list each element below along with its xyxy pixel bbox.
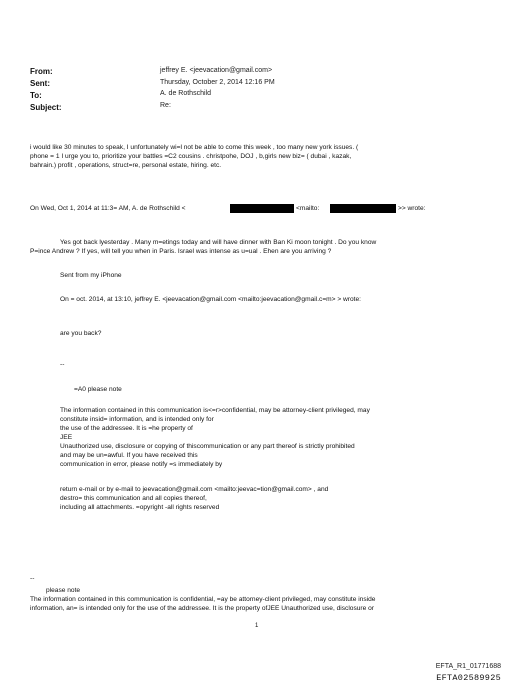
to-value: A. de Rothschild: [160, 90, 211, 97]
subject-value: Re:: [160, 102, 171, 109]
are-you-back: are you back?: [60, 330, 102, 337]
message-line-3: bahrain.) profit , operations, struct=re, personal estate, hiring. etc.: [30, 162, 222, 169]
message-line-2: phone = 1 I urge you to, prioritize your battles =C2 cousins . christpohe, DOJ , b,girls new biz= ( dubai , kazak,: [30, 153, 352, 160]
redaction-block: [230, 204, 294, 213]
quote-line-1: Yes got back lyesterday . Many m=etings today and will have dinner with Ban Ki moon tonight . Do you know: [60, 239, 377, 246]
sent-from-iphone: Sent from my iPhone: [60, 272, 122, 279]
disclaimer-line: JEE: [60, 434, 73, 441]
to-label: To:: [30, 91, 42, 100]
page-number: 1: [255, 623, 259, 629]
signature-dashes: --: [60, 361, 65, 368]
disclaimer-line: including all attachments. =opyright -all rights reserved: [60, 504, 220, 511]
please-note-label: =A0 please note: [74, 386, 122, 393]
disclaimer-line: the use of the addressee. It is =he property of: [60, 425, 193, 432]
bottom-line-1: The information contained in this communication is confidential, =ay be attorney-client privileged, may constitute inside: [30, 596, 376, 603]
subject-label: Subject:: [30, 103, 62, 112]
sent-label: Sent:: [30, 79, 50, 88]
redaction-block: [330, 204, 396, 213]
bottom-please-note: please note: [46, 587, 81, 594]
message-line-1: i would like 30 minutes to speak, I unfortunately wi=l not be able to come this week , too many new york issues. (: [30, 144, 359, 151]
efta-bates-id: EFTA02589925: [436, 673, 501, 683]
quote-intro-part-1: On Wed, Oct 1, 2014 at 11:3= AM, A. de Rothschild <: [30, 205, 186, 212]
from-label: From:: [30, 67, 53, 76]
sent-value: Thursday, October 2, 2014 12:16 PM: [160, 79, 275, 86]
disclaimer-line: The information contained in this communication is<=r>confidential, may be attorney-client privileged, may: [60, 407, 370, 414]
nested-quote-intro: On = oct. 2014, at 13:10, jeffrey E. <jeevacation@gmail.com <mailto:jeevacation@gmail.c=m> > wrote:: [60, 296, 361, 303]
quote-intro-part-3: >> wrote:: [398, 205, 426, 212]
disclaimer-line: communication in error, please notify =s immediately by: [60, 461, 223, 468]
disclaimer-line: and may be un=awful. If you have received this: [60, 452, 198, 459]
disclaimer-line: destro= this communication and all copies thereof,: [60, 495, 207, 502]
quote-line-2: P=ince Andrew ? If yes, will tell you when in Paris. Israel was intense as u=ual . Ehen are you arriving ?: [30, 248, 332, 255]
bottom-line-2: information, an= is intended only for the use of the addressee. It is the property ofJEE Unauthorized use, disclosure or: [30, 605, 374, 612]
bottom-dashes: --: [30, 575, 35, 582]
disclaimer-line: Unauthorized use, disclosure or copying of thiscommunication or any part thereof is strictly prohibited: [60, 443, 355, 450]
disclaimer-line: constitute insid= information, and is intended only for: [60, 416, 214, 423]
quote-intro-part-2: <mailto:: [296, 205, 320, 212]
disclaimer-line: return e-mail or by e-mail to jeevacation@gmail.com <mailto:jeevac=tion@gmail.com> , and: [60, 486, 329, 493]
from-value: jeffrey E. <jeevacation@gmail.com>: [160, 67, 273, 74]
efta-r1-id: EFTA_R1_01771688: [435, 663, 501, 670]
